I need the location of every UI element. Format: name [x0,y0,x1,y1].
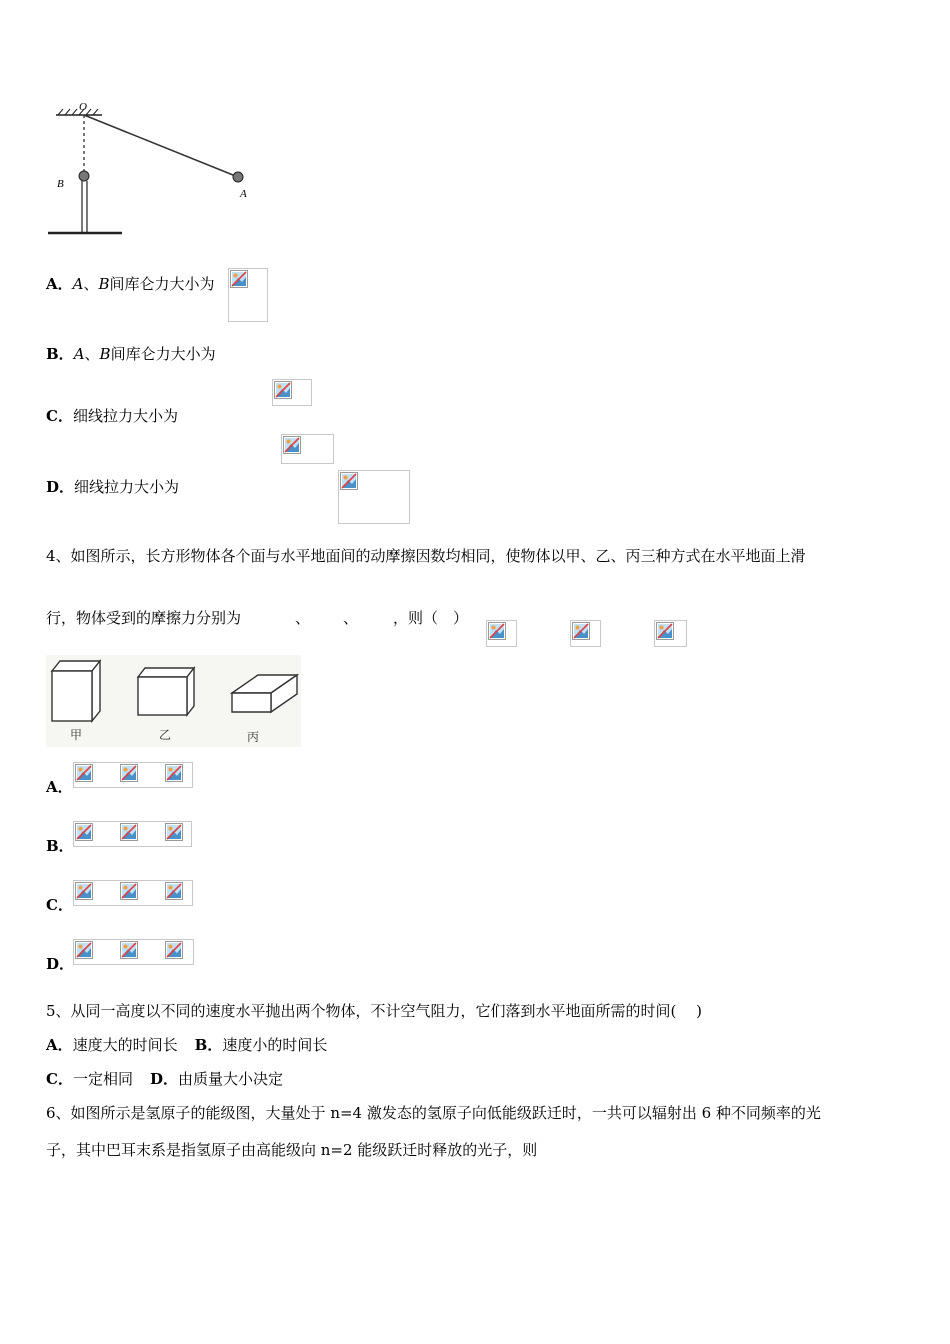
option-text: 由质量大小决定 [177,1070,283,1088]
broken-image-icon [120,882,138,900]
q5-options-cd [46,1069,283,1089]
symbol-b: B [98,275,110,293]
symbol-a: A [73,345,85,363]
q5-stem: 5、从同一高度以不同的速度水平抛出两个物体，不计空气阻力，它们落到水平地面所需的时间( ) [46,1002,703,1020]
q4-option-a-letter: A． [46,778,73,796]
symbol-b: B [99,345,111,363]
label-b: B [57,178,64,190]
broken-image-icon [274,381,292,399]
q4-option-c-image [73,880,193,906]
broken-image-icon [572,622,590,640]
boxes-figure [46,655,301,747]
broken-image-icon [120,941,138,959]
friction-symbol-3 [654,620,687,647]
q3-option-c [46,406,178,426]
broken-image-icon [488,622,506,640]
broken-image-icon [75,823,93,841]
separator: 、 [84,345,100,363]
separator: 、 [83,275,99,293]
broken-image-icon [340,472,358,490]
label-yi: 乙 [159,728,172,742]
broken-image-icon [75,941,93,959]
option-letter: D． [46,478,75,496]
option-text: 一定相同 [72,1070,133,1088]
q6-stem-line1: 6、如图所示是氢原子的能级图，大量处于 n=4 激发态的氢原子向低能级跃迁时，一共可以辐射出 6 种不同频率的光 [46,1104,821,1122]
broken-image-icon [120,764,138,782]
option-letter: C． [46,407,73,425]
q4-option-b-image [73,821,192,847]
option-text: 间库仑力大小为 [109,275,215,293]
broken-image-icon [230,270,248,288]
q3-option-b [46,344,216,364]
separator: 、 [295,609,311,627]
broken-image-icon [75,882,93,900]
q4-option-a-image [73,762,193,788]
stem-text: 行，物体受到的摩擦力分别为 [46,609,242,627]
formula-image [228,268,268,322]
option-text: 速度大的时间长 [72,1036,178,1054]
label-o: O [79,101,87,113]
option-text: 速度小的时间长 [222,1036,328,1054]
stem-suffix: ，则（ ） [393,609,469,627]
broken-image-icon [165,882,183,900]
symbol-a: A [72,275,84,293]
broken-image-icon [165,941,183,959]
broken-image-icon [165,823,183,841]
option-letter: A． [46,1036,73,1054]
option-letter: B． [46,345,74,363]
option-letter: D． [149,1070,178,1088]
q4-option-b-letter: B． [46,837,74,855]
q5-options-ab [46,1035,327,1055]
option-text: 细线拉力大小为 [74,478,180,496]
broken-image-icon [120,823,138,841]
broken-image-icon [656,622,674,640]
pendulum-figure [40,95,270,245]
option-letter: B． [194,1036,223,1054]
q3-option-d [46,477,179,497]
friction-symbol-2 [570,620,601,647]
formula-image [281,434,334,464]
formula-image [272,379,312,406]
label-jia: 甲 [70,728,83,742]
label-a: A [240,188,247,200]
option-text: 细线拉力大小为 [72,407,178,425]
option-letter: C． [46,1070,73,1088]
q4-option-d-letter: D． [46,955,75,973]
broken-image-icon [165,764,183,782]
q4-stem-line1: 4、如图所示，长方形物体各个面与水平地面间的动摩擦因数均相同，使物体以甲、乙、丙三种方式在水平地面上滑 [46,547,806,565]
q4-stem-line2 [46,608,241,628]
broken-image-icon [75,764,93,782]
friction-symbol-1 [486,620,517,647]
q4-option-c-letter: C． [46,896,73,914]
q3-option-a [46,274,215,294]
label-bing: 丙 [247,730,260,744]
option-letter: A． [46,275,73,293]
q6-stem-line2: 子，其中巴耳末系是指氢原子由高能级向 n=2 能级跃迁时释放的光子，则 [46,1141,538,1159]
q4-option-d-image [73,939,194,965]
separator: 、 [343,609,359,627]
formula-image [338,470,410,524]
option-text: 间库仑力大小为 [110,345,216,363]
broken-image-icon [283,436,301,454]
